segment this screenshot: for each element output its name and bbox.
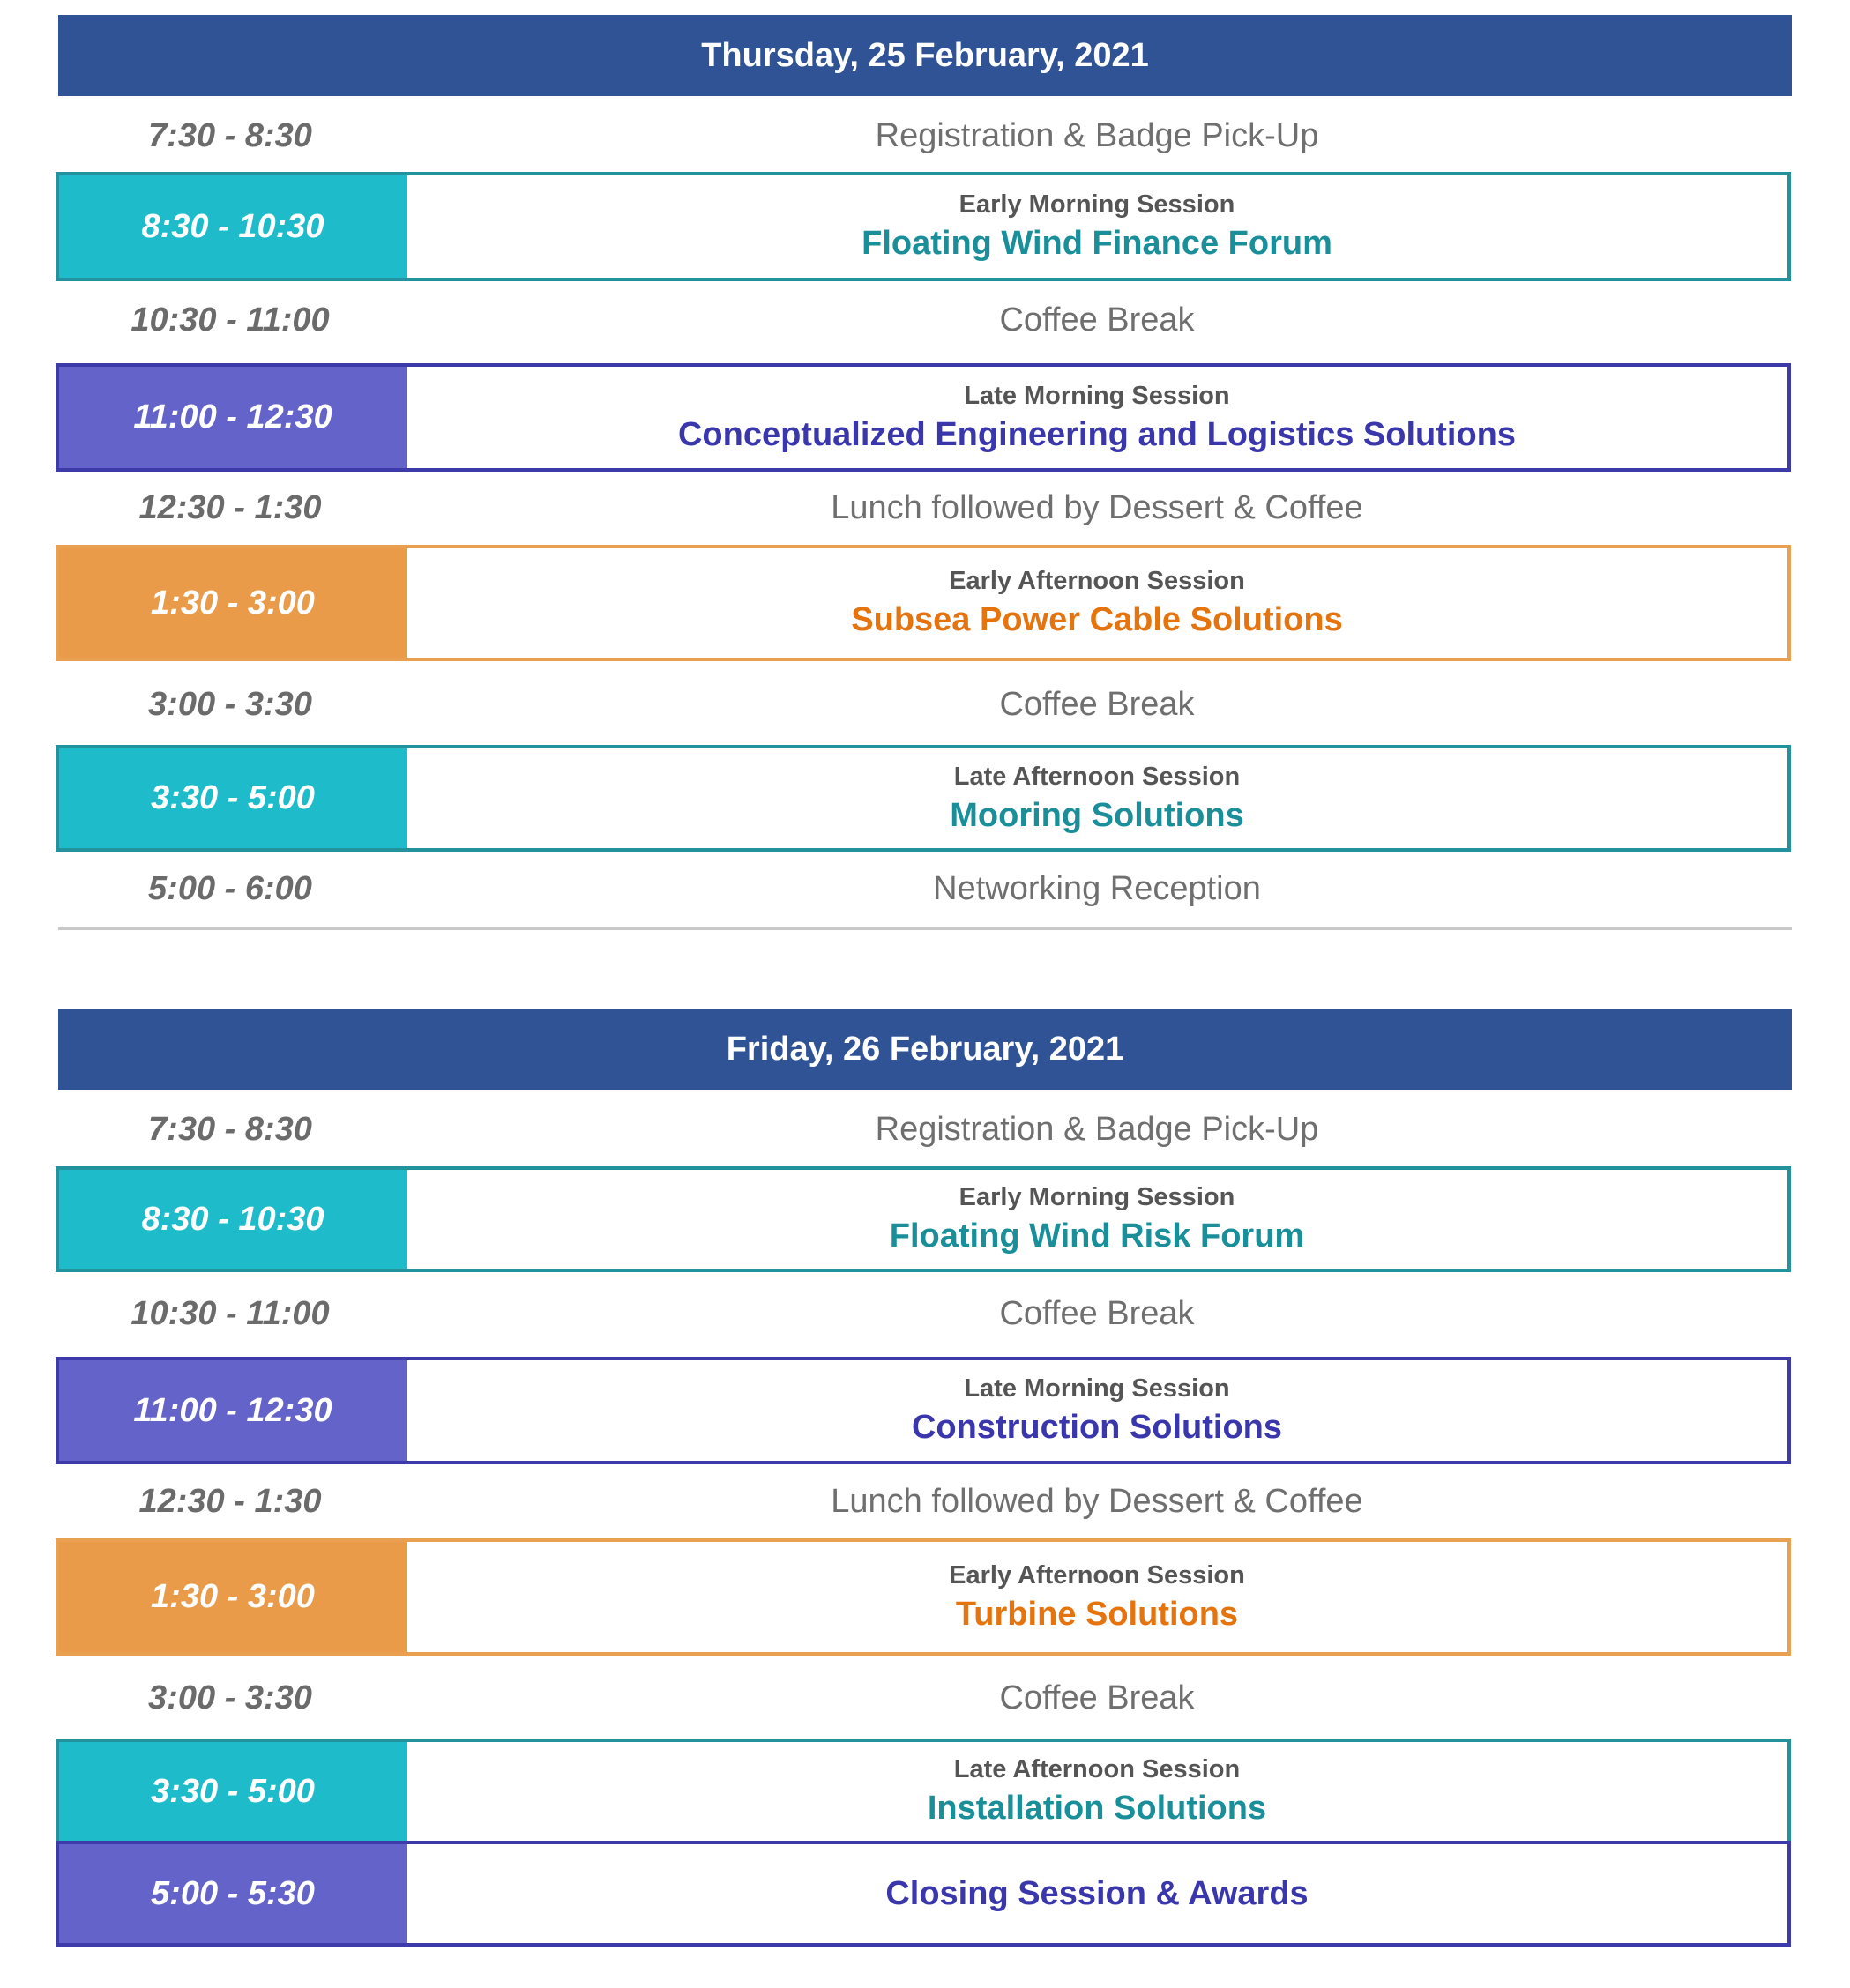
time-slot: 1:30 - 3:00 bbox=[59, 1542, 407, 1652]
time-slot: 12:30 - 1:30 bbox=[138, 1482, 322, 1520]
session-content bbox=[407, 1542, 1787, 1652]
session-title: Installation Solutions bbox=[927, 1790, 1267, 1827]
activity-label: Coffee Break bbox=[999, 301, 1195, 339]
session-label: Early Morning Session bbox=[959, 1183, 1235, 1211]
session-title: Subsea Power Cable Solutions bbox=[851, 601, 1343, 638]
session-title: Conceptualized Engineering and Logistics Solutions bbox=[677, 415, 1517, 453]
session-content bbox=[407, 1170, 1787, 1269]
time-slot: 3:30 - 5:00 bbox=[59, 748, 407, 848]
session-block bbox=[56, 1166, 1791, 1272]
session-label: Late Morning Session bbox=[964, 1374, 1230, 1403]
schedule-row bbox=[0, 287, 1850, 354]
session-title: Construction Solutions bbox=[911, 1409, 1283, 1446]
time-slot: 3:30 - 5:00 bbox=[59, 1742, 407, 1841]
session-block bbox=[56, 1538, 1791, 1656]
activity-label: Lunch followed by Dessert & Coffee bbox=[831, 1482, 1363, 1520]
time-slot: 3:00 - 3:30 bbox=[148, 685, 312, 723]
session-title: Mooring Solutions bbox=[950, 796, 1244, 834]
time-slot: 11:00 - 12:30 bbox=[59, 1360, 407, 1461]
time-slot: 11:00 - 12:30 bbox=[59, 367, 407, 468]
session-title: Closing Session & Awards bbox=[885, 1874, 1309, 1912]
time-slot: 8:30 - 10:30 bbox=[59, 175, 407, 278]
session-content bbox=[407, 175, 1787, 278]
schedule-row bbox=[0, 671, 1850, 738]
session-block bbox=[56, 363, 1791, 472]
time-slot: 1:30 - 3:00 bbox=[59, 548, 407, 658]
schedule-row bbox=[0, 1664, 1850, 1731]
session-content bbox=[407, 1360, 1787, 1461]
session-content bbox=[407, 1742, 1787, 1841]
time-slot: 5:00 - 5:30 bbox=[59, 1844, 407, 1943]
time-slot: 7:30 - 8:30 bbox=[148, 1110, 312, 1148]
schedule-row bbox=[0, 102, 1850, 169]
time-slot: 10:30 - 11:00 bbox=[131, 301, 330, 339]
session-title: Turbine Solutions bbox=[955, 1595, 1239, 1633]
session-block bbox=[56, 545, 1791, 661]
session-label: Early Morning Session bbox=[959, 190, 1235, 219]
activity-label: Registration & Badge Pick-Up bbox=[875, 116, 1319, 154]
activity-label: Lunch followed by Dessert & Coffee bbox=[831, 488, 1363, 526]
session-label: Late Afternoon Session bbox=[953, 1755, 1241, 1783]
day-header-thursday: Thursday, 25 February, 2021 bbox=[58, 15, 1792, 96]
time-slot: 10:30 - 11:00 bbox=[131, 1294, 330, 1332]
time-slot: 7:30 - 8:30 bbox=[148, 116, 312, 154]
schedule-row bbox=[0, 1468, 1850, 1535]
session-block bbox=[56, 1739, 1791, 1844]
day-header-friday: Friday, 26 February, 2021 bbox=[58, 1009, 1792, 1090]
session-label: Late Afternoon Session bbox=[953, 762, 1241, 791]
activity-label: Networking Reception bbox=[933, 869, 1261, 907]
time-slot: 12:30 - 1:30 bbox=[138, 488, 322, 526]
session-block bbox=[56, 172, 1791, 281]
session-content bbox=[407, 367, 1787, 468]
session-content bbox=[407, 548, 1787, 658]
session-title: Floating Wind Risk Forum bbox=[889, 1217, 1305, 1255]
day-divider bbox=[58, 927, 1792, 930]
activity-label: Coffee Break bbox=[999, 685, 1195, 723]
session-block bbox=[56, 1357, 1791, 1464]
session-label: Late Morning Session bbox=[964, 381, 1230, 410]
session-block bbox=[56, 745, 1791, 852]
time-slot: 3:00 - 3:30 bbox=[148, 1679, 312, 1716]
session-label: Early Afternoon Session bbox=[949, 567, 1245, 595]
schedule-row bbox=[0, 1096, 1850, 1163]
activity-label: Coffee Break bbox=[999, 1294, 1195, 1332]
session-content bbox=[407, 748, 1787, 848]
activity-label: Coffee Break bbox=[999, 1679, 1195, 1716]
time-slot: 5:00 - 6:00 bbox=[148, 869, 312, 907]
schedule-row bbox=[0, 474, 1850, 541]
session-title: Floating Wind Finance Forum bbox=[862, 225, 1332, 262]
session-block-closing bbox=[56, 1841, 1791, 1947]
time-slot: 8:30 - 10:30 bbox=[59, 1170, 407, 1269]
schedule-row bbox=[0, 1280, 1850, 1347]
activity-label: Registration & Badge Pick-Up bbox=[875, 1110, 1319, 1148]
session-label: Early Afternoon Session bbox=[949, 1560, 1245, 1590]
session-content bbox=[407, 1844, 1787, 1943]
schedule-row bbox=[0, 855, 1850, 922]
